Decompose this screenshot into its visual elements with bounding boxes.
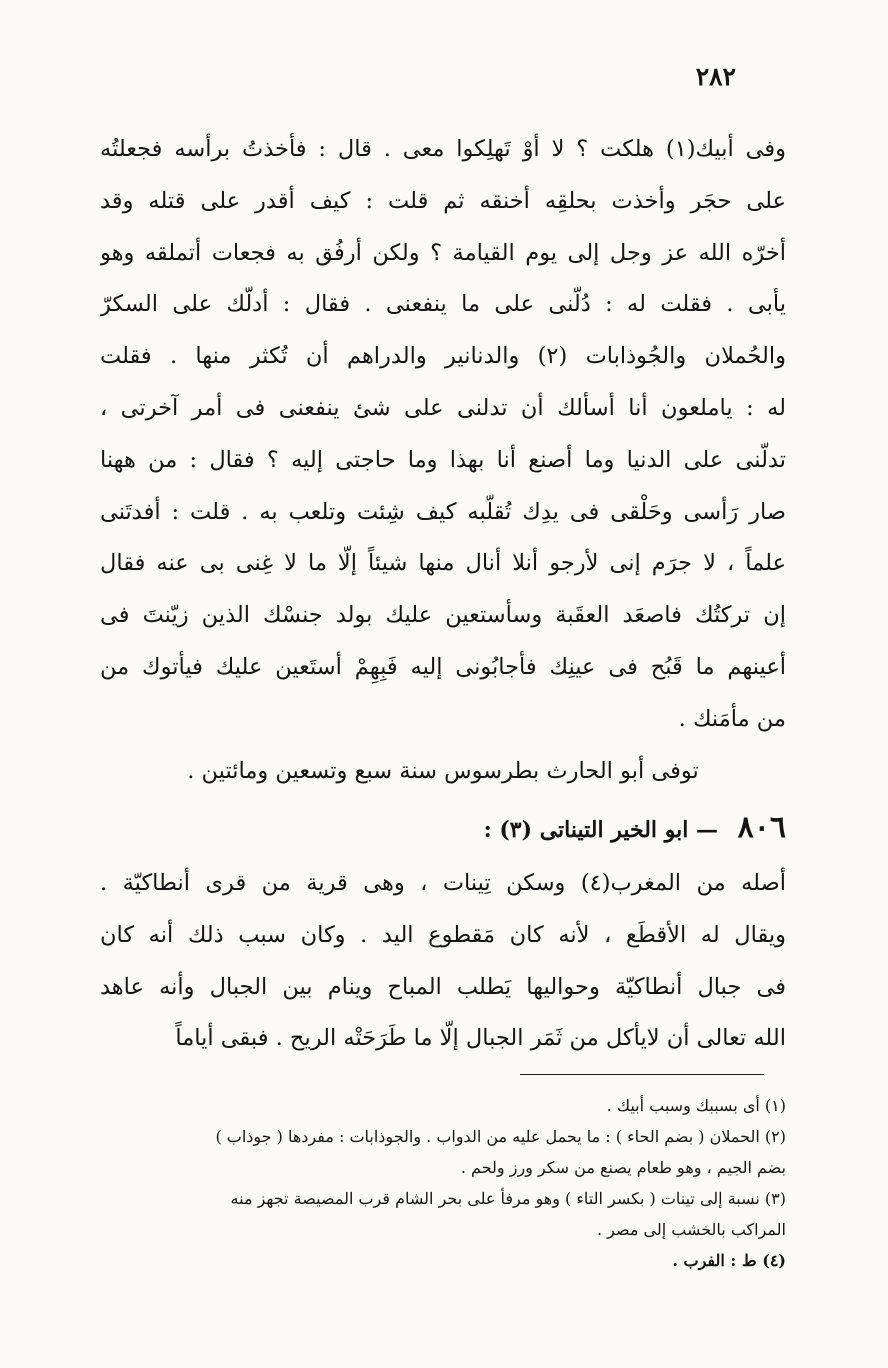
paragraph-entry <box>100 858 786 1065</box>
footnote: (٣) نسبة إلى تينات ( بكسر التاء ) وهو مرفأ على بحر الشام قرب المصيصة تجهز منه <box>230 1189 786 1208</box>
text-line: أعينهم ما قَبُح فى عينِك فأجابُونى إليه فَبِهِمْ أستَعين عليك فيأتوك من <box>100 653 786 680</box>
text-line: ويقال له الأقطَع ، لأنه كان مَقطوع اليد . وكان سبب ذلك أنه كان <box>100 921 786 948</box>
text-line: إن تركتُك فاصعَد العقَبة وسأستعين عليك بولد جنسْك الذين زيّنتَ فى <box>100 602 786 629</box>
text-line: له : ياملعون أنا أسألك أن تدلنى على شئ ينفعنى فى أمر آخرتى ، <box>100 394 786 421</box>
death-note: توفى أبو الحارث بطرسوس سنة سبع وتسعين ومائتين . <box>187 758 699 784</box>
paragraph-main <box>100 124 786 746</box>
text-line: أصله من المغرب(٤) وسكن تِينات ، وهى قرية من قرى أنطاكيّة . <box>100 870 786 896</box>
footnote: (٢) الحملان ( بضم الحاء ) : ما يحمل عليه من الدواب . والجوذابات : مفردها ( جوذاب ) <box>215 1127 786 1146</box>
footnote-continuation: المراكب بالخشب إلى مصر . <box>596 1220 786 1239</box>
text-line: علماً ، لا جرَم إنى لأرجو أنلا أنال منها شيئاً إلّا ما لا غِنى بى عنه فقال <box>100 550 786 577</box>
footnotes <box>100 1090 786 1276</box>
text-line: فى جبال أنطاكيّة وحواليها يَطلب المباح وينام بين الجبال وأنه عاهد <box>100 973 786 1000</box>
footnote: (٤) ط : الفرب . <box>672 1251 786 1270</box>
text-line: والحُملان والجُوذابات (٢) والدنانير والدراهم أن تُكثر منها . فقلت <box>100 343 786 370</box>
entry-dash: — <box>695 817 718 843</box>
text-line: الله تعالى أن لايأكل من ثَمَر الجبال إلّا ما طَرَحَتْه الريح . فبقى أياماً <box>175 1025 786 1052</box>
footnote: (١) أى بسببك وسبب أبيك . <box>606 1096 786 1115</box>
entry-number: ٨٠٦ <box>737 810 786 845</box>
text-line: من مأمَنك . <box>678 705 786 732</box>
entry-title: ابو الخير التيناتى (٣) : <box>483 817 689 843</box>
text-line: تدلّنى على الدنيا وما أصنع أنا بهذا وما حاجتى إليه ؟ فقال : من ههنا <box>100 446 786 473</box>
text-line: أخرّه الله عز وجل إلى يوم القيامة ؟ ولكن أرفُق به فجعات أتملقه وهو <box>100 239 786 266</box>
footnote-divider <box>520 1074 764 1075</box>
page-number: ٢٨٢ <box>695 62 736 91</box>
text-line: وفى أبيك(١) هلكت ؟ لا أوْ تَهلِكوا معى . قال : فأخذتُ برأسه فجعلتُه <box>100 136 786 162</box>
footnote-continuation: بضم الجيم ، وهو طعام يصنع من سكر ورز ولحم . <box>460 1158 786 1177</box>
text-line: يأبى . فقلت له : دُلّنى على ما ينفعنى . فقال : أدلّك على السكرّ <box>100 291 786 318</box>
entry-heading <box>300 810 786 845</box>
text-line: صار رَأسى وحَلْقى فى يدِك تُقلّبه كيف شِئت وتلعب به . قلت : أفدتَنى <box>100 498 786 525</box>
text-line: على حجَر وأخذت بحلقِه أخنقه ثم قلت : كيف أقدر على قتله وقد <box>100 187 786 214</box>
